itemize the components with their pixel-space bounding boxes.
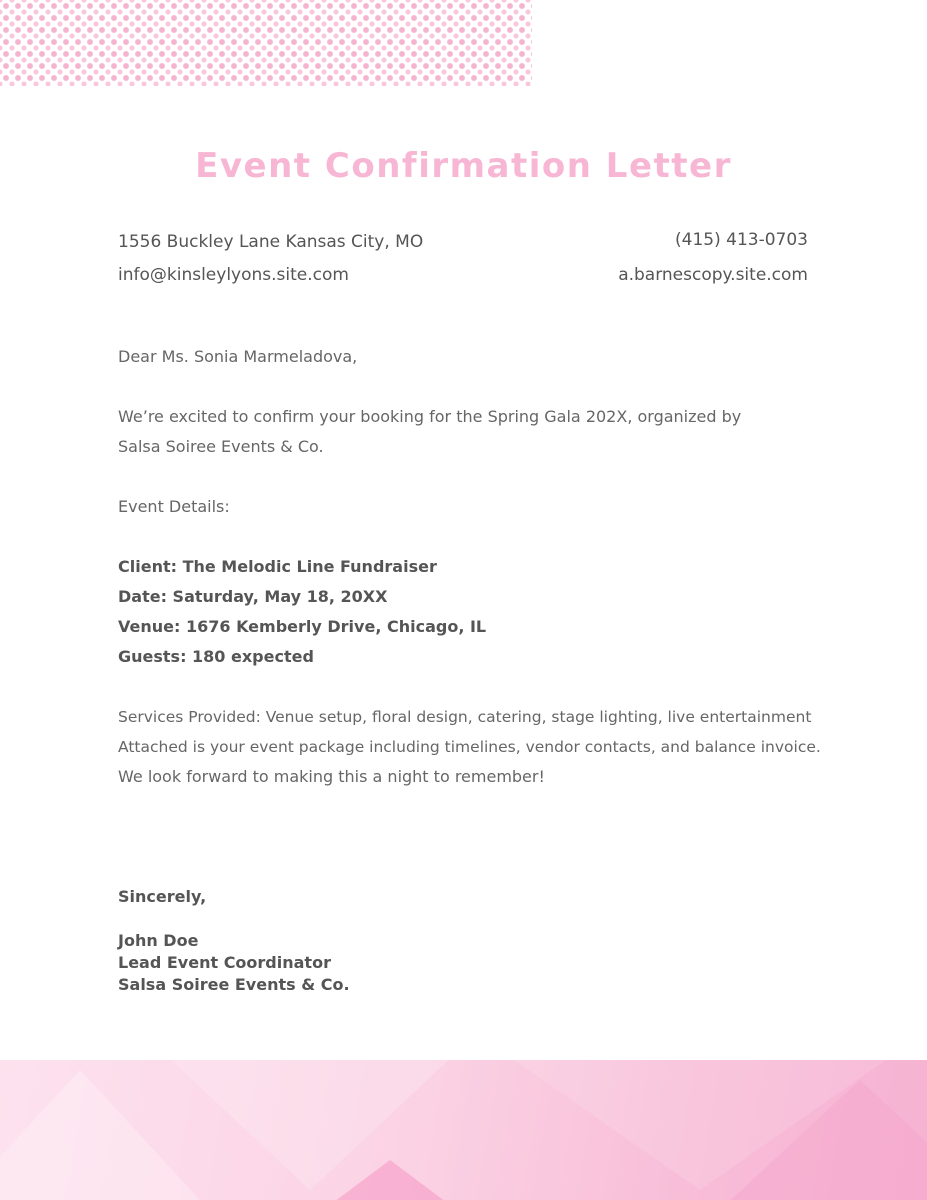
detail-date: Date: Saturday, May 18, 20XX <box>118 587 388 606</box>
intro-line-1: We’re excited to confirm your booking for the Spring Gala 202X, organized by <box>118 407 742 426</box>
footer-triangle <box>330 1160 450 1200</box>
signoff: Sincerely, <box>118 887 207 906</box>
footer-geometric-banner <box>0 1060 927 1200</box>
detail-guests: Guests: 180 expected <box>118 647 314 666</box>
sender-address: 1556 Buckley Lane Kansas City, MO <box>118 232 424 252</box>
salutation: Dear Ms. Sonia Marmeladova, <box>118 347 358 366</box>
footer-triangle <box>720 1080 927 1200</box>
letter-title: Event Confirmation Letter <box>195 146 732 186</box>
attachment-line: Attached is your event package including timelines, vendor contacts, and balance invoice. <box>118 738 821 756</box>
signer-name: John Doe <box>118 931 199 950</box>
detail-client: Client: The Melodic Line Fundraiser <box>118 557 437 576</box>
sender-website: a.barnescopy.site.com <box>618 265 808 285</box>
intro-line-2: Salsa Soiree Events & Co. <box>118 437 324 456</box>
services-line: Services Provided: Venue setup, floral design, catering, stage lighting, live entertainment <box>118 708 812 726</box>
detail-venue: Venue: 1676 Kemberly Drive, Chicago, IL <box>118 617 487 636</box>
sender-email: info@kinsleylyons.site.com <box>118 265 349 285</box>
closing-line: We look forward to making this a night to remember! <box>118 767 545 786</box>
details-heading: Event Details: <box>118 497 230 516</box>
sender-phone: (415) 413-0703 <box>675 230 808 250</box>
signer-company: Salsa Soiree Events & Co. <box>118 975 350 994</box>
header-dot-pattern-offset <box>0 0 532 86</box>
signer-title: Lead Event Coordinator <box>118 953 331 972</box>
